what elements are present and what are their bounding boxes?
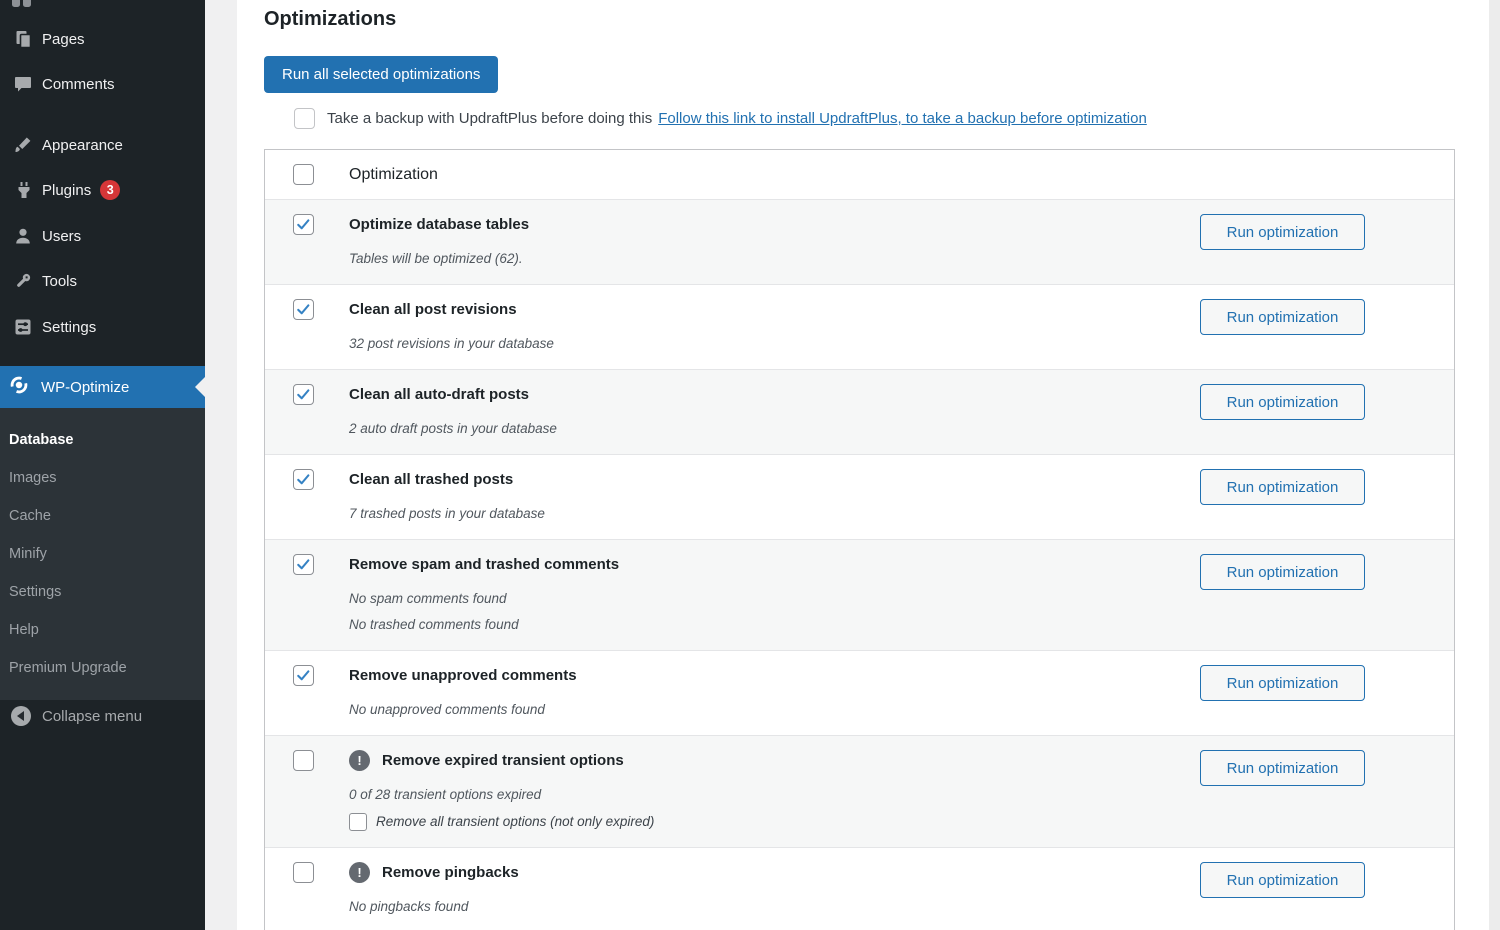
admin-sidebar [0,0,205,930]
run-optimization-button[interactable]: Run optimization [1200,384,1365,420]
wp-optimize-icon [9,375,33,399]
row-description: 32 post revisions in your database [349,336,554,351]
comments-icon [13,74,33,94]
sidebar-item-wp-optimize[interactable] [0,366,205,408]
row-title-line [349,468,1200,490]
row-title: Remove spam and trashed comments [349,555,620,573]
check-icon [296,557,311,572]
table-row [265,847,1454,930]
select-all-checkbox[interactable] [293,164,314,185]
table-rows [265,199,1454,930]
sidebar-item-comments[interactable] [0,62,205,106]
partial-menu-icon [12,0,72,8]
row-description: No trashed comments found [349,617,519,632]
row-main [349,553,1200,634]
check-icon [296,387,311,402]
sidebar-item-label: Plugins [42,181,92,199]
submenu-item-images[interactable]: Images [9,470,57,486]
row-main [349,664,1200,719]
row-title: Clean all post revisions [349,300,517,318]
row-checkbox[interactable] [293,665,314,686]
check-icon [296,668,311,683]
submenu-item-settings[interactable]: Settings [9,584,62,600]
appearance-icon [13,135,33,155]
row-checkbox[interactable] [293,469,314,490]
row-checkbox[interactable] [293,299,314,320]
row-descriptions [349,701,1200,719]
sidebar-item-tools[interactable] [0,259,205,303]
row-descriptions [349,590,1200,634]
run-optimization-button[interactable]: Run optimization [1200,862,1365,898]
row-descriptions [349,898,1200,916]
sidebar-item-label: Tools [42,272,78,290]
backup-label: Take a backup with UpdraftPlus before doing this [327,110,653,127]
row-descriptions [349,505,1200,523]
pages-icon [13,29,33,49]
table-row [265,454,1454,539]
row-checkbox[interactable] [293,214,314,235]
check-icon [296,302,311,317]
tools-icon [13,271,33,291]
row-description: Tables will be optimized (62). [349,251,523,266]
row-main [349,749,1200,831]
table-row [265,539,1454,650]
row-description: 0 of 28 transient options expired [349,787,542,802]
row-title-line [349,553,1200,575]
row-title-line [349,664,1200,686]
submenu-item-cache[interactable]: Cache [9,508,51,524]
row-checkbox[interactable] [293,554,314,575]
table-header-label: Optimization [349,165,438,183]
active-item-notch [195,377,205,397]
row-descriptions [349,250,1200,268]
run-optimization-button[interactable]: Run optimization [1200,665,1365,701]
submenu-item-database[interactable]: Database [9,432,74,448]
row-descriptions [349,786,1200,804]
row-checkbox[interactable] [293,384,314,405]
settings-icon [13,317,33,337]
row-main [349,383,1200,438]
sidebar-item-label: Pages [42,30,85,48]
row-title: Optimize database tables [349,215,530,233]
run-all-optimizations-button[interactable]: Run all selected optimizations [264,56,498,93]
row-title: Remove unapproved comments [349,666,577,684]
sidebar-item-label: Comments [42,75,115,93]
optimizations-table [264,149,1455,930]
row-title-line [349,749,1200,771]
row-main [349,861,1200,916]
row-descriptions [349,420,1200,438]
collapse-menu-label: Collapse menu [42,707,143,725]
table-row [265,199,1454,284]
row-title-line [349,298,1200,320]
sidebar-item-plugins[interactable] [0,168,205,212]
run-optimization-button[interactable]: Run optimization [1200,214,1365,250]
row-description: No spam comments found [349,591,507,606]
install-updraftplus-link[interactable]: Follow this link to install UpdraftPlus, to take a backup before optimization [658,110,1147,127]
sidebar-item-users[interactable] [0,214,205,258]
check-icon [296,217,311,232]
check-icon [296,472,311,487]
run-optimization-button[interactable]: Run optimization [1200,750,1365,786]
row-title: Clean all auto-draft posts [349,385,530,403]
sub-option-label: Remove all transient options (not only expired) [376,814,655,829]
row-title-line [349,383,1200,405]
sub-option-checkbox[interactable] [349,813,367,831]
row-descriptions [349,335,1200,353]
collapse-arrow-icon [11,706,31,726]
main-content [237,0,1489,930]
table-header-row [265,150,1454,199]
table-row [265,369,1454,454]
row-main [349,298,1200,353]
sidebar-item-label: Users [42,227,82,245]
scrollbar-track[interactable] [1489,0,1500,930]
table-row [265,650,1454,735]
users-icon [13,226,33,246]
sidebar-item-label: Appearance [42,136,123,154]
submenu-item-help[interactable]: Help [9,622,39,638]
table-row [265,735,1454,847]
table-row [265,284,1454,369]
row-title-line [349,213,1200,235]
sidebar-item-settings[interactable] [0,305,205,349]
row-main [349,213,1200,268]
run-optimization-button[interactable]: Run optimization [1200,299,1365,335]
row-title-line [349,861,1200,883]
warning-icon: ! [349,862,370,883]
row-description: 2 auto draft posts in your database [349,421,557,436]
row-title: Remove pingbacks [382,863,519,881]
row-checkbox[interactable] [293,862,314,883]
collapse-menu-button[interactable] [0,694,205,738]
submenu-item-premium-upgrade[interactable]: Premium Upgrade [9,660,127,676]
wp-optimize-submenu [0,408,205,700]
run-optimization-button[interactable]: Run optimization [1200,554,1365,590]
sidebar-item-pages[interactable] [0,17,205,61]
run-optimization-button[interactable]: Run optimization [1200,469,1365,505]
sidebar-item-label: WP-Optimize [41,378,130,396]
page-title: Optimizations [264,8,397,30]
warning-icon: ! [349,750,370,771]
row-sub-option [349,812,1200,831]
plugins-icon [13,180,33,200]
sidebar-item-appearance[interactable] [0,123,205,167]
row-title: Clean all trashed posts [349,470,514,488]
row-title: Remove expired transient options [382,751,624,769]
plugins-update-badge: 3 [100,180,120,200]
submenu-item-minify[interactable]: Minify [9,546,47,562]
row-checkbox[interactable] [293,750,314,771]
backup-option-row [264,108,1489,129]
backup-checkbox[interactable] [294,108,315,129]
row-description: 7 trashed posts in your database [349,506,545,521]
row-description: No unapproved comments found [349,702,545,717]
row-main [349,468,1200,523]
row-description: No pingbacks found [349,899,469,914]
sidebar-item-label: Settings [42,318,97,336]
